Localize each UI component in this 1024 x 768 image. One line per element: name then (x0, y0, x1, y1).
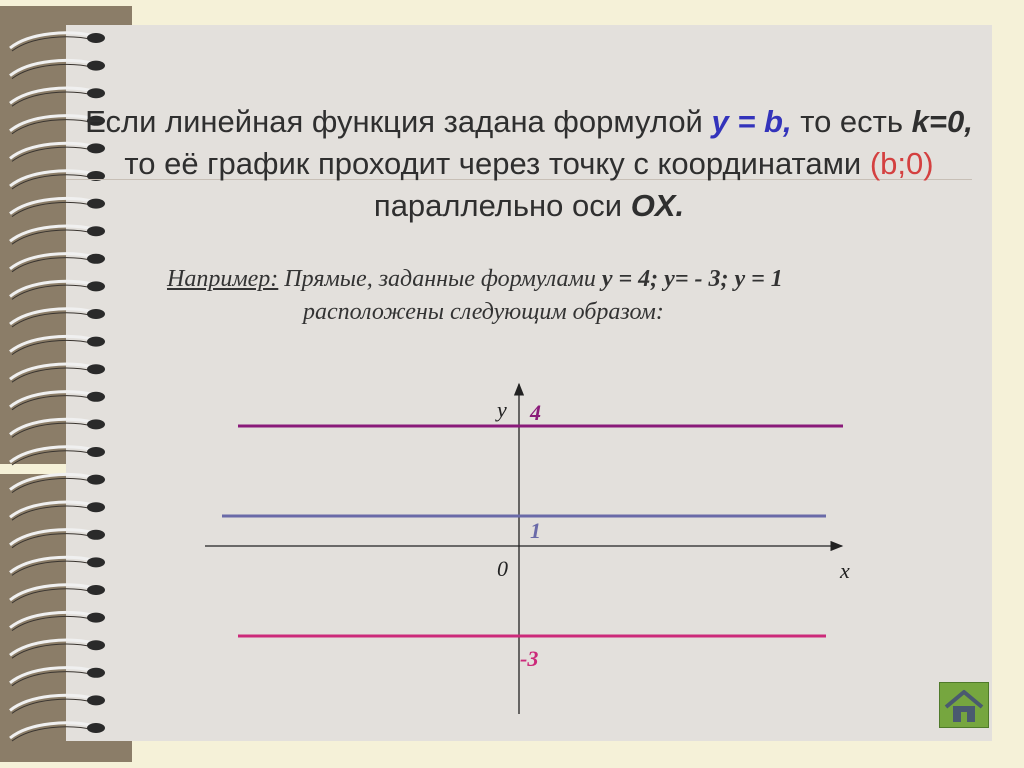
heading-text: то есть (791, 104, 912, 139)
tick-label--3: -3 (520, 646, 539, 671)
example-line-2: расположены следующим образом: (303, 299, 664, 325)
formula-y-equals-b: y = b, (711, 104, 792, 139)
example-label: Например: (167, 266, 279, 292)
example-formulas: y = 4; y= - 3; y = 1 (601, 266, 783, 292)
example-text: Прямые, заданные формулами (278, 266, 602, 292)
heading-text: параллельно оси (373, 188, 631, 223)
tick-label-1: 1 (530, 518, 541, 543)
origin-label: 0 (497, 556, 508, 581)
k-equals-zero: k=0, (911, 104, 973, 139)
heading-text: Если линейная функция задана формулой (85, 104, 712, 139)
heading-text: то её график проходит через точку с координатами (124, 146, 870, 181)
x-axis-label: x (840, 558, 850, 583)
tick-label-4: 4 (530, 400, 541, 425)
home-icon (940, 683, 988, 727)
home-button[interactable] (939, 682, 989, 728)
y-axis-label: y (497, 397, 507, 422)
axis-ox: OX. (630, 188, 685, 223)
point-coordinates: (b;0) (869, 146, 934, 181)
